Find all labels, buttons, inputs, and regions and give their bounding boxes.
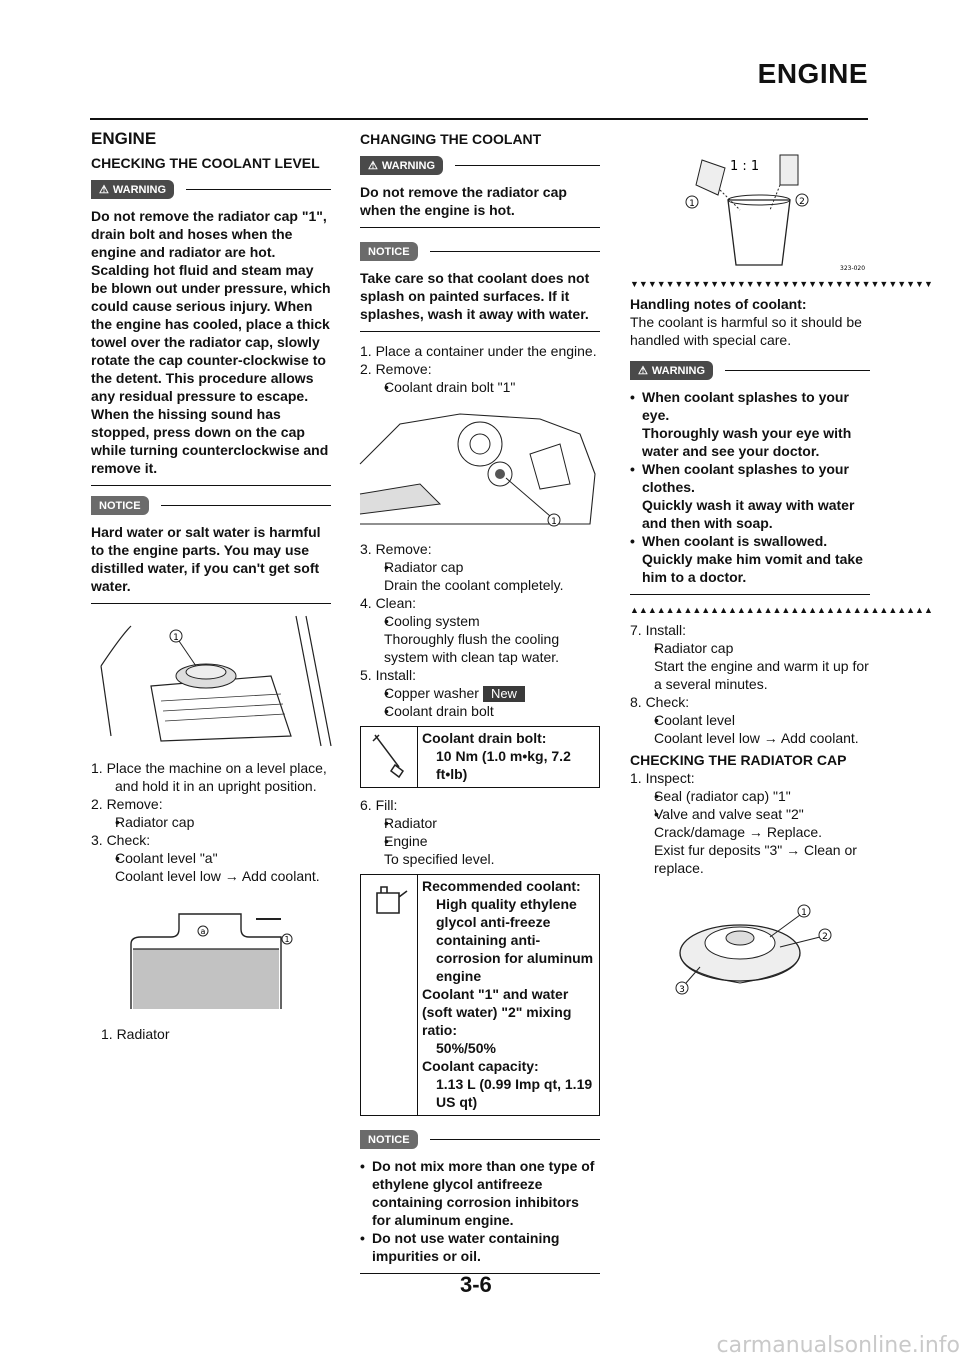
warning-header-3: [630, 361, 870, 380]
c3-inspect: 1. Inspect:: [630, 770, 695, 786]
warning-text-2: Do not remove the radiator cap when the engine is hot.: [360, 184, 567, 218]
warning-icon: ⚠: [638, 364, 648, 377]
mix-ratio-label: 1 : 1: [730, 159, 760, 174]
changing-coolant-title: CHANGING THE COOLANT: [360, 131, 542, 147]
torque-spec-box: [360, 726, 600, 788]
c3-step-7: 7. Install:: [630, 622, 687, 638]
c3-step-8: 8. Check:: [630, 694, 690, 710]
c3-inspect-a: • Seal (radiator cap) "1": [630, 787, 870, 805]
notice-badge-2: NOTICE: [360, 242, 418, 261]
c2-step-1: 1. Place a container under the engine.: [360, 343, 597, 359]
warning-badge-3: ⚠ WARNING: [630, 361, 713, 380]
notice-header: [91, 496, 331, 515]
w-bullet-2: • When coolant splashes to your clothes. Quickly wash it away with water and then with soap.: [630, 460, 870, 532]
triangle-divider-up: ▲▲▲▲▲▲▲▲▲▲▲▲▲▲▲▲▲▲▲▲▲▲▲▲▲▲▲▲▲▲▲▲▲▲: [630, 605, 933, 615]
page-header-title: ENGINE: [757, 58, 868, 89]
c2-step-3: 3. Remove:: [360, 541, 432, 557]
coolant-mix-figure: [630, 140, 870, 275]
spec2-l1: Recommended coolant:: [422, 878, 581, 894]
spec1-title: Coolant drain bolt:: [422, 730, 547, 746]
step-3: 3. Check:: [91, 832, 151, 848]
c3-inspect-c: Crack/damage → Replace.: [654, 824, 823, 840]
radiator-cap-title: CHECKING THE RADIATOR CAP: [630, 752, 847, 768]
warning-header-2: [360, 156, 600, 175]
c2-step-6b: • Engine: [360, 832, 600, 850]
fig2-callout-1: 1: [284, 935, 290, 944]
warning-badge: ⚠ WARNING: [91, 180, 174, 199]
c2-step-4b: Thoroughly flush the cooling system with clean tap water.: [384, 631, 560, 665]
new-badge: New: [483, 686, 525, 702]
warning-badge-2: ⚠ WARNING: [360, 156, 443, 175]
spec1-value: 10 Nm (1.0 m•kg, 7.2 ft•lb): [436, 748, 571, 782]
notice-header-2: [360, 242, 600, 261]
c3-inspect-d: Exist fur deposits "3" → Clean or replace.: [654, 842, 857, 876]
cap-callout-1: 1: [801, 908, 807, 918]
subsection-title: CHECKING THE COOLANT LEVEL: [91, 155, 320, 171]
oil-can-icon: [361, 875, 418, 1115]
radiator-cap-detail-figure: [630, 893, 870, 1003]
c3-step-7a: • Radiator cap: [630, 639, 870, 657]
w-bullet-3: • When coolant is swallowed. Quickly make him vomit and take him to a doctor.: [630, 532, 870, 586]
step-1: 1. Place the machine on a level place, and hold it in an upright position.: [91, 760, 327, 794]
drain-fig-callout: 1: [551, 517, 557, 527]
notice-text-2: Take care so that coolant does not splash on painted surfaces. If it splashes, wash it away with water.: [360, 270, 590, 322]
notice2-bullet-1: • Do not mix more than one type of ethylene glycol antifreeze containing corrosion inhibitors for aluminum engine.: [360, 1157, 600, 1229]
handling-title: Handling notes of coolant:: [630, 296, 807, 312]
warning-header: [91, 180, 331, 199]
header-rule: [90, 118, 868, 120]
column-1: [91, 130, 331, 1043]
notice-text: Hard water or salt water is harmful to the engine parts. You may use distilled water, if you can't get soft water.: [91, 524, 321, 594]
section-title: ENGINE: [91, 129, 157, 148]
notice2-bullet-2: • Do not use water containing impurities or oil.: [360, 1229, 600, 1265]
radiator-level-figure: [91, 899, 331, 1019]
c2-step-2a: • Coolant drain bolt "1": [360, 378, 600, 396]
warning-text: Do not remove the radiator cap "1", drain bolt and hoses when the engine and radiator are hot. Scalding hot fluid and steam may be blown out under pressure, which could cause serious injury. When the engine has cooled, place a thick towel over the radiator cap, slowly rotate the cap counter-clockwise to the detent. This procedure allows any residual pressure to escape. When the hissing sound has stopped, press down on the cap while turning counterclockwise and remove it.: [91, 208, 331, 476]
c3-step-7b: Start the engine and warm it up for a several minutes.: [654, 658, 869, 692]
notice-header-3: [360, 1130, 600, 1149]
radiator-cap-figure: [91, 616, 331, 751]
warning-icon: ⚠: [368, 159, 378, 172]
mix-callout-2: 2: [799, 197, 805, 207]
spec2-l4: 50%/50%: [436, 1040, 496, 1056]
notice-badge: NOTICE: [91, 496, 149, 515]
column-2: [360, 130, 600, 1284]
c2-step-3b: Drain the coolant completely.: [384, 577, 564, 593]
c2-step-5a: • Copper washer New: [360, 684, 600, 702]
c2-step-6a: • Radiator: [360, 814, 600, 832]
fig1-callout: 1: [173, 633, 179, 643]
spec2-l5: Coolant capacity:: [422, 1058, 539, 1074]
c3-step-8b: Coolant level low → Add coolant.: [654, 730, 859, 746]
step-2a: • Radiator cap: [91, 813, 331, 831]
c2-step-5b: • Coolant drain bolt: [360, 702, 600, 720]
wrench-icon: [361, 727, 418, 787]
triangle-divider-down: ▼▼▼▼▼▼▼▼▼▼▼▼▼▼▼▼▼▼▼▼▼▼▼▼▼▼▼▼▼▼▼▼▼▼: [630, 279, 933, 289]
cap-callout-2: 2: [822, 932, 828, 942]
c2-step-4a: • Cooling system: [360, 612, 600, 630]
c3-inspect-b: • Valve and valve seat "2": [630, 805, 870, 823]
step-3b: Coolant level low → Add coolant.: [115, 868, 320, 884]
c2-step-6c: To specified level.: [384, 851, 495, 867]
watermark: carmanualsonline.info: [716, 1333, 960, 1358]
cap-callout-3: 3: [679, 985, 685, 995]
step-2: 2. Remove:: [91, 796, 163, 812]
spec2-l2: High quality ethylene glycol anti-freeze containing anti-corrosion for aluminum engine: [436, 896, 594, 984]
fig2-caption: 1. Radiator: [101, 1026, 170, 1042]
mix-callout-1: 1: [689, 199, 695, 209]
c2-step-3a: • Radiator cap: [360, 558, 600, 576]
warning-icon: ⚠: [99, 183, 109, 196]
c2-step-2: 2. Remove:: [360, 361, 432, 377]
handling-text: The coolant is harmful so it should be handled with special care.: [630, 314, 862, 348]
column-3: [630, 130, 933, 1003]
drain-bolt-figure: [360, 404, 600, 534]
fig2-callout-a: a: [200, 927, 206, 936]
fig-code: 323-020: [840, 265, 866, 272]
spec2-l6: 1.13 L (0.99 Imp qt, 1.19 US qt): [436, 1076, 593, 1110]
c2-step-5: 5. Install:: [360, 667, 417, 683]
spec2-l3: Coolant "1" and water (soft water) "2" mixing ratio:: [422, 986, 572, 1038]
c2-step-4: 4. Clean:: [360, 595, 417, 611]
c3-step-8a: • Coolant level: [630, 711, 870, 729]
page-number: 3-6: [460, 1272, 492, 1297]
w-bullet-1: • When coolant splashes to your eye. Thoroughly wash your eye with water and see your doctor.: [630, 388, 870, 460]
notice-badge-3: NOTICE: [360, 1130, 418, 1149]
step-3a: • Coolant level "a": [91, 849, 331, 867]
c2-step-6: 6. Fill:: [360, 797, 398, 813]
coolant-spec-box: [360, 874, 600, 1116]
